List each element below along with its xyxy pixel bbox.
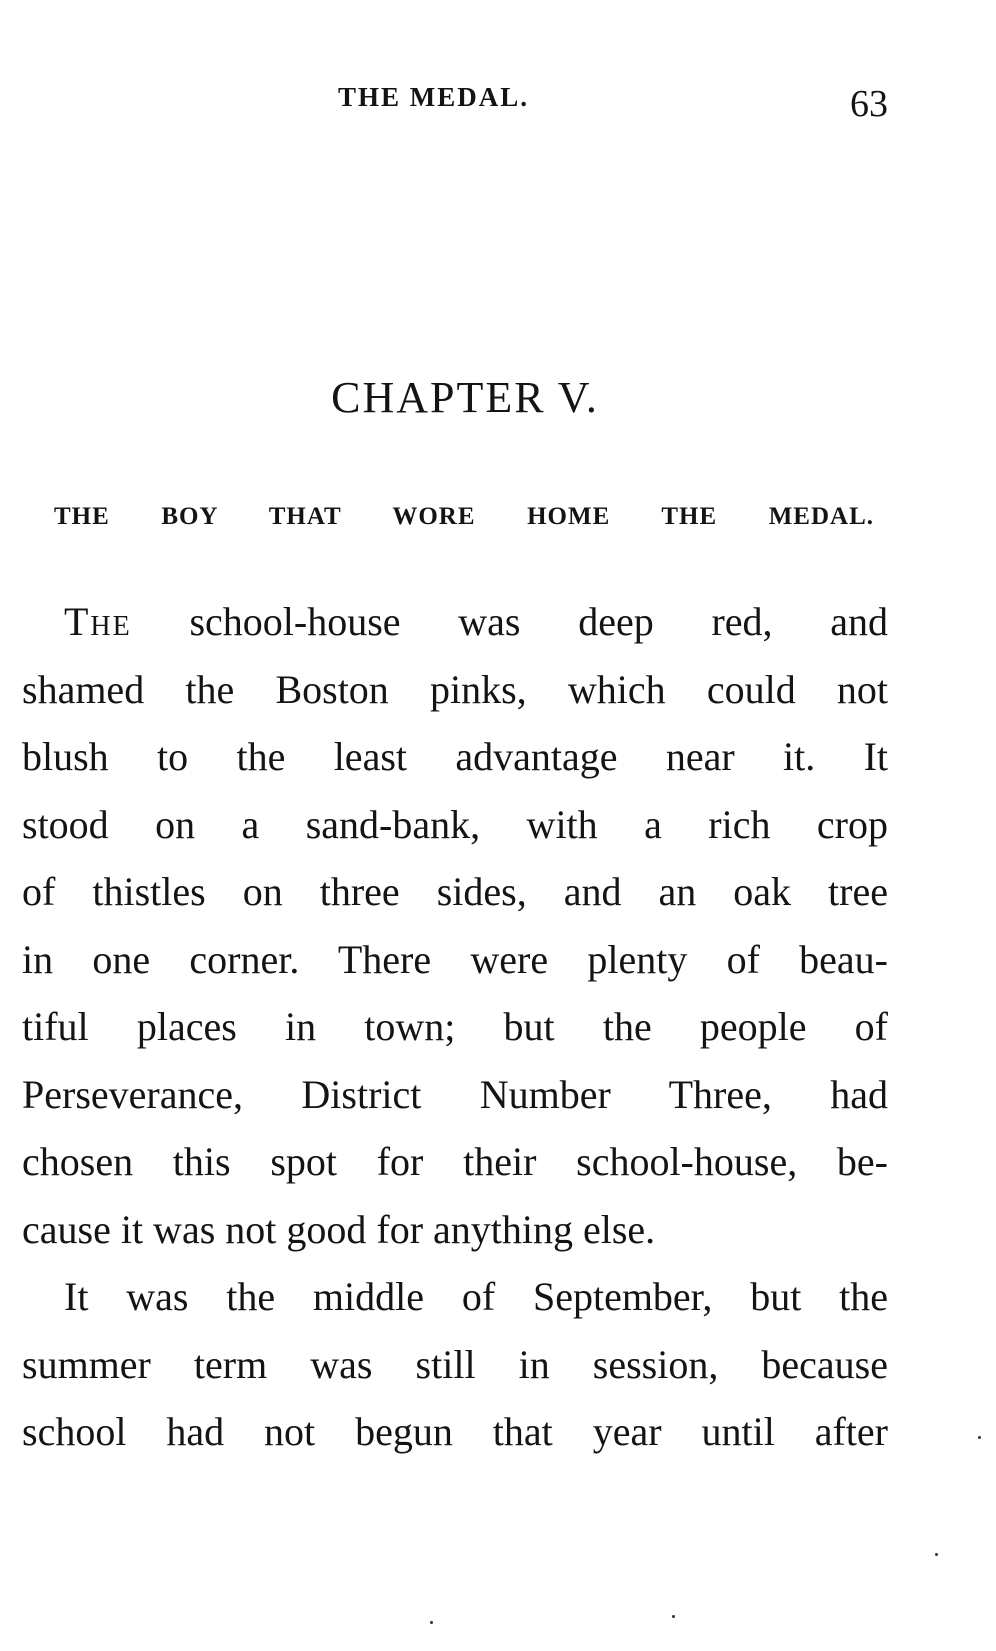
text-line: chosen this spot for their school-house, be- bbox=[22, 1139, 888, 1184]
text-line: in one corner. There were plenty of beau- bbox=[22, 936, 888, 982]
text-line: summer term was still in session, because bbox=[22, 1341, 888, 1387]
first-word: The bbox=[64, 599, 132, 644]
text-line: stood on a sand-bank, with a rich crop bbox=[22, 801, 888, 847]
text-line: tiful places in town; but the people of bbox=[22, 1004, 888, 1049]
page-number: 63 bbox=[850, 83, 888, 125]
text-line: It was the middle of September, but the bbox=[64, 1274, 888, 1319]
scan-speck bbox=[672, 1615, 675, 1618]
text-line: shamed the Boston pinks, which could not bbox=[22, 666, 888, 712]
body-text bbox=[22, 588, 888, 1466]
scan-speck bbox=[978, 1436, 981, 1439]
chapter-subtitle: THE BOY THAT WORE HOME THE MEDAL. bbox=[54, 503, 874, 530]
text-line: Perseverance, District Number Three, had bbox=[22, 1071, 888, 1117]
text-line: of thistles on three sides, and an oak tree bbox=[22, 869, 888, 914]
running-head: THE MEDAL. bbox=[338, 82, 530, 112]
scan-speck bbox=[430, 1621, 433, 1624]
text-line: blush to the least advantage near it. It bbox=[22, 734, 888, 779]
text-line: The school-house was deep red, and bbox=[64, 599, 888, 644]
scan-speck bbox=[935, 1553, 938, 1556]
text-line: school had not begun that year until after bbox=[22, 1409, 888, 1454]
text-line: cause it was not good for anything else. bbox=[22, 1206, 656, 1252]
chapter-title: CHAPTER V. bbox=[331, 373, 599, 422]
